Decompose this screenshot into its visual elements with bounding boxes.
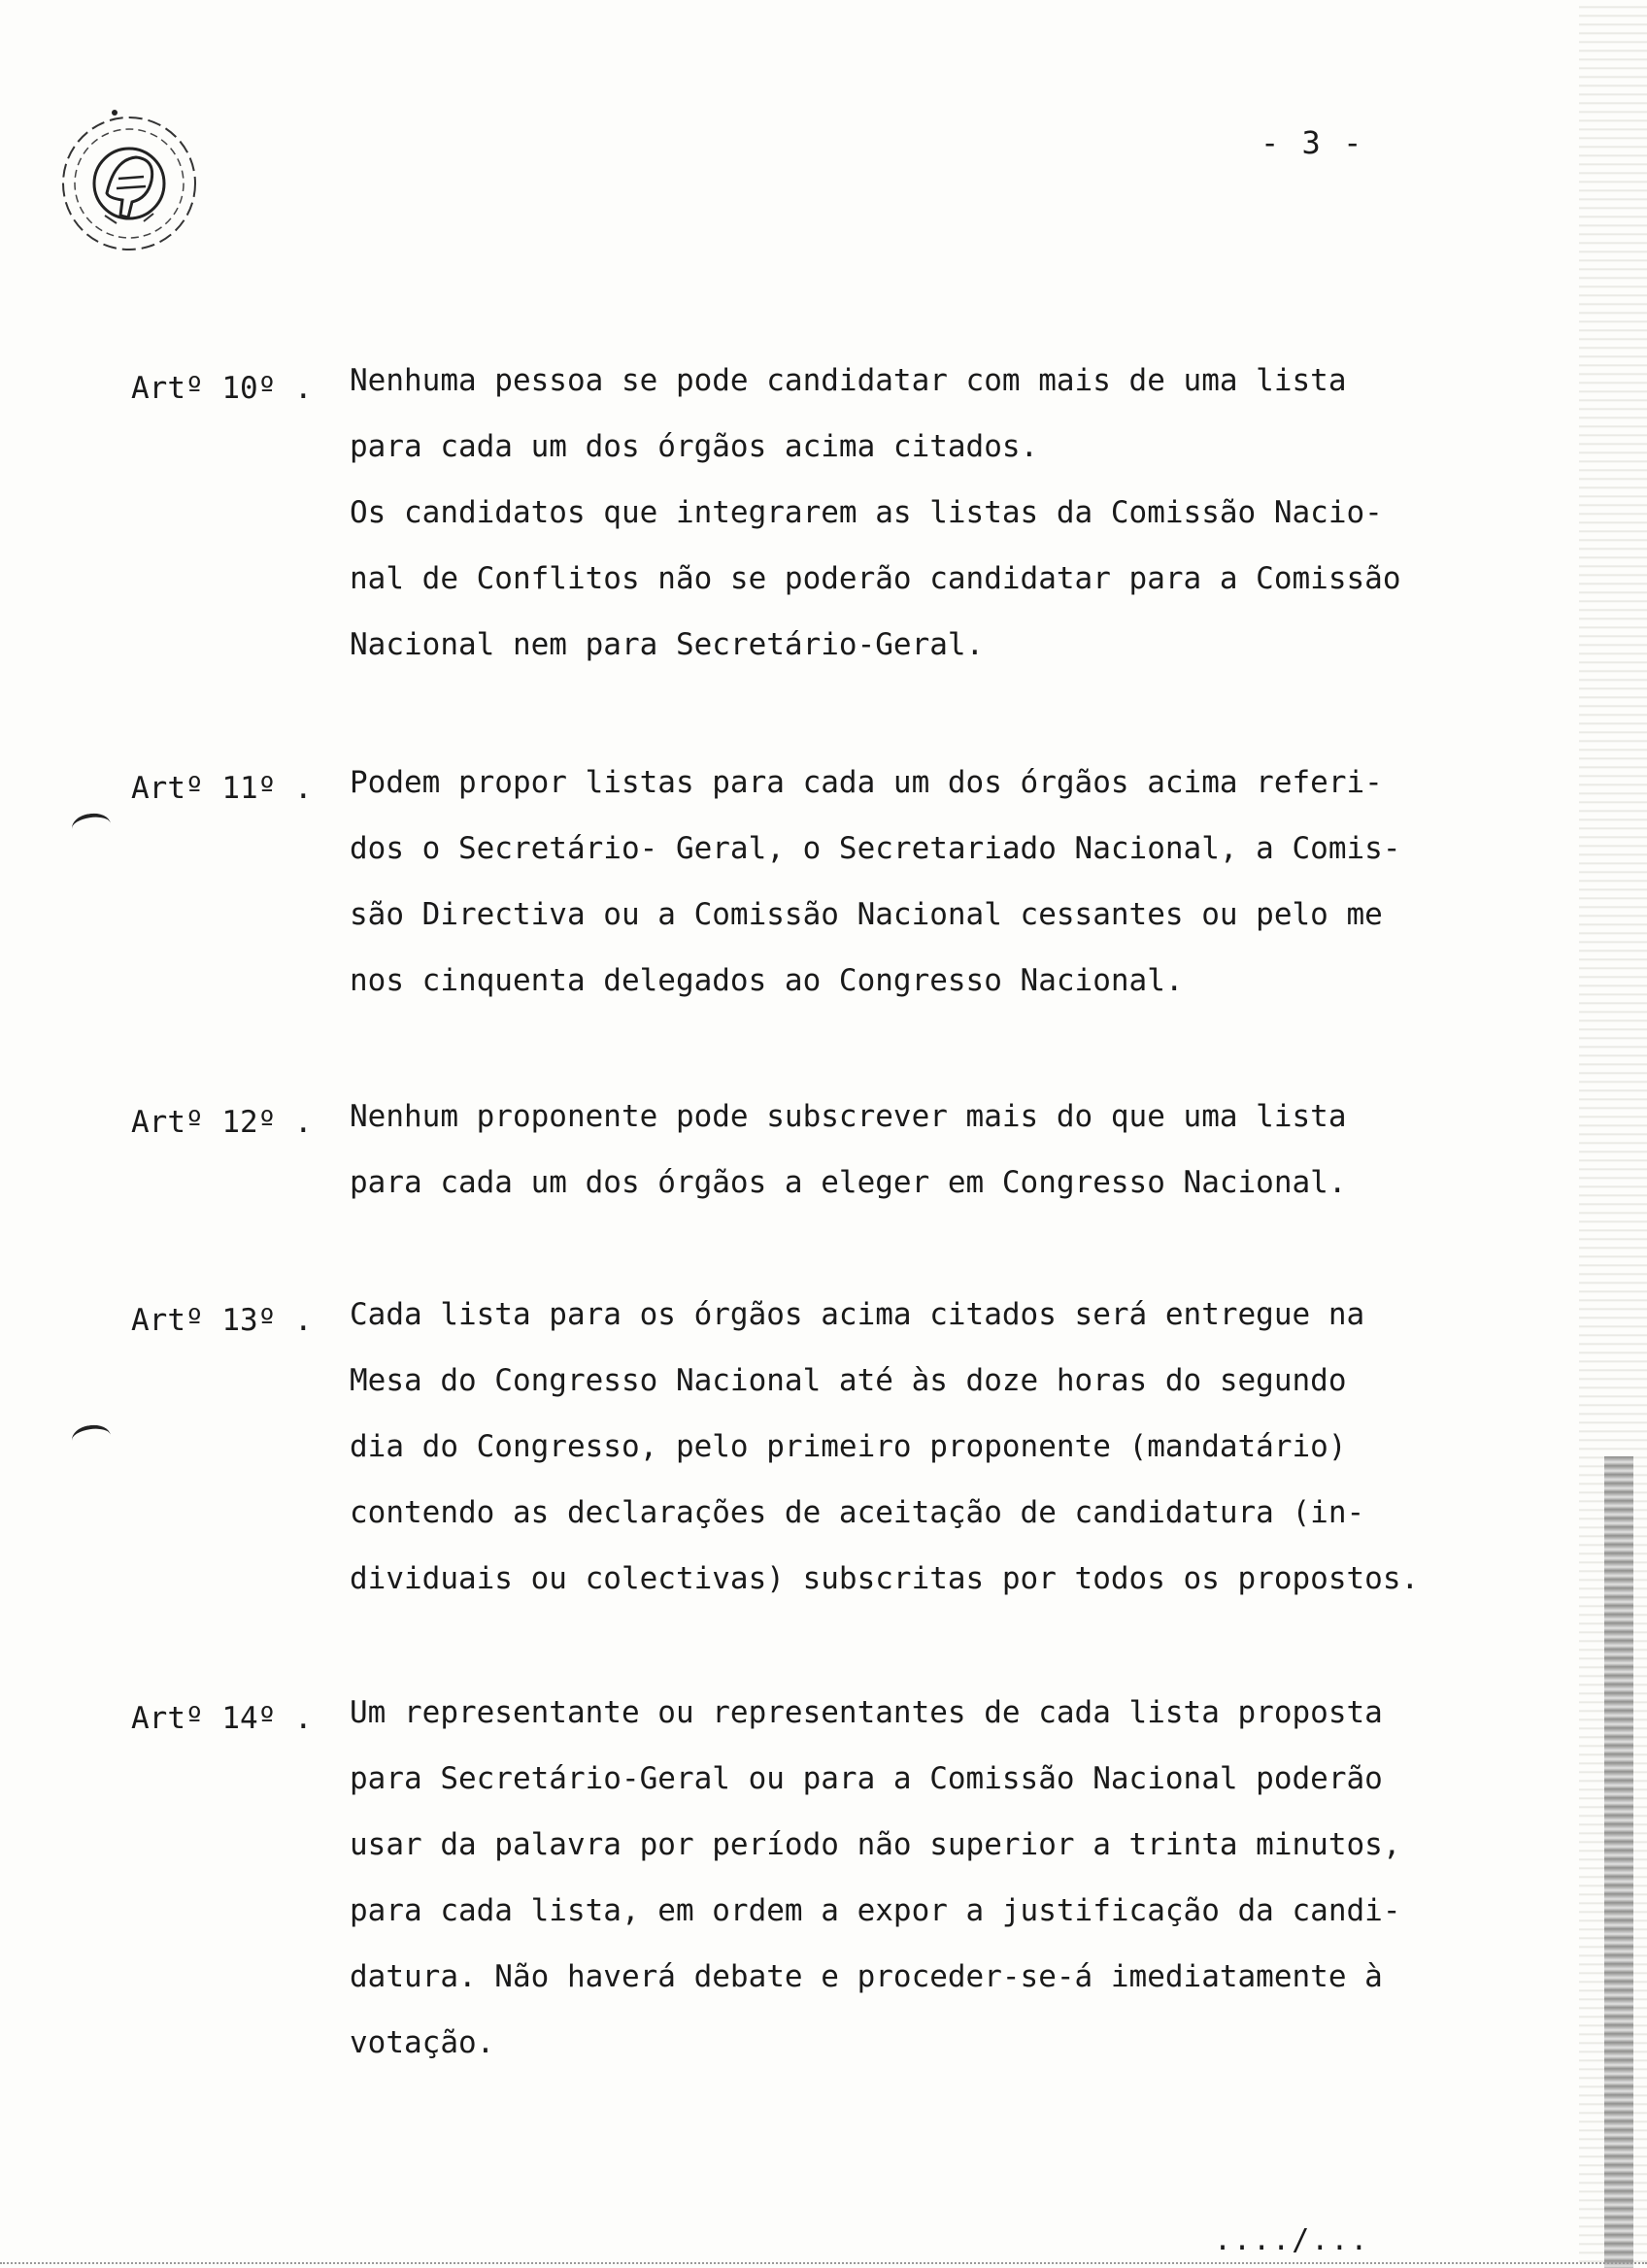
scan-edge-shadow: [1604, 1456, 1633, 2268]
article-body: [350, 1282, 1534, 1612]
article-label: Artº 11º .: [131, 771, 313, 806]
margin-bracket-mark: [70, 811, 112, 841]
article-line: votação.: [350, 2025, 495, 2060]
article-line: Um representante ou representantes de cada lista proposta: [350, 1695, 1383, 1730]
article-line: nos cinquenta delegados ao Congresso Nacional.: [350, 963, 1184, 998]
article-line: dividuais ou colectivas) subscritas por todos os propostos.: [350, 1561, 1420, 1596]
continuation-mark: ..../...: [1214, 2223, 1370, 2257]
article-body: [350, 1680, 1534, 2076]
article-body: [350, 1084, 1534, 1216]
article-line: Nenhuma pessoa se pode candidatar com mais de uma lista: [350, 363, 1347, 398]
article-line: para Secretário-Geral ou para a Comissão Nacional poderão: [350, 1761, 1383, 1796]
article-line: Podem propor listas para cada um dos órgãos acima referi-: [350, 765, 1383, 800]
party-seal-stamp-icon: [47, 101, 212, 266]
scan-bottom-edge: [0, 2262, 1647, 2266]
article-line: nal de Conflitos não se poderão candidatar para a Comissão: [350, 561, 1401, 596]
article-line: dos o Secretário- Geral, o Secretariado Nacional, a Comis-: [350, 831, 1401, 866]
article-line: usar da palavra por período não superior a trinta minutos,: [350, 1827, 1401, 1862]
article-line: Nenhum proponente pode subscrever mais do que uma lista: [350, 1099, 1347, 1134]
article-line: para cada um dos órgãos acima citados.: [350, 429, 1039, 464]
article-line: para cada lista, em ordem a expor a justificação da candi-: [350, 1893, 1401, 1928]
article-line: contendo as declarações de aceitação de candidatura (in-: [350, 1495, 1365, 1530]
article-body: [350, 750, 1534, 1014]
article-line: Os candidatos que integrarem as listas da Comissão Nacio-: [350, 495, 1383, 530]
article-label: Artº 14º .: [131, 1701, 313, 1736]
article-line: Cada lista para os órgãos acima citados será entregue na: [350, 1297, 1365, 1332]
article-label: Artº 10º .: [131, 371, 313, 406]
article-line: Nacional nem para Secretário-Geral.: [350, 627, 985, 662]
article-line: datura. Não haverá debate e proceder-se-á imediatamente à: [350, 1959, 1383, 1994]
page-number: - 3 -: [1260, 124, 1364, 161]
margin-bracket-mark: [70, 1422, 112, 1452]
article-label: Artº 12º .: [131, 1105, 313, 1140]
article-line: Mesa do Congresso Nacional até às doze horas do segundo: [350, 1363, 1347, 1398]
article-line: são Directiva ou a Comissão Nacional cessantes ou pelo me: [350, 897, 1383, 932]
article-label: Artº 13º .: [131, 1303, 313, 1338]
article-line: para cada um dos órgãos a eleger em Congresso Nacional.: [350, 1165, 1347, 1200]
article-line: dia do Congresso, pelo primeiro proponente (mandatário): [350, 1429, 1347, 1464]
article-body: [350, 348, 1534, 678]
